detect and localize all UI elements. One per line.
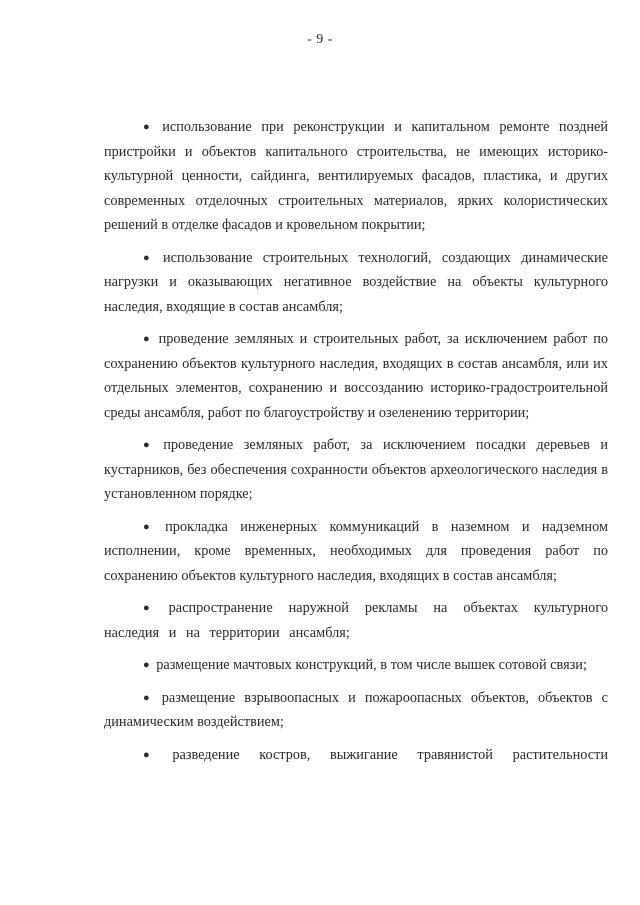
list-item-text: размещение взрывоопасных и пожароопасных объектов, объектов с динамическим воздействием; [104,689,609,730]
bullet-icon: ● [143,691,150,704]
list-item-text: проведение земляных работ, за исключением посадки деревьев и кустарников, без обеспечения сохранности объектов археологического наследия в установленном порядке; [104,437,608,502]
list-item-text: использование строительных технологий, создающих динамические нагрузки и оказывающих негативное воздействие на объекты культурного наследия, входящие в состав ансамбля; [104,249,608,315]
list-item-text: размещение мачтовых конструкций, в том числе вышек сотовой связи; [156,657,587,673]
bullet-icon: ● [143,520,150,533]
list-item-text: проведение земляных и строительных работ, за исключением работ по сохранению объектов культурного наследия, входящих в состав ансамбля, или их отдельных элементов, сохранению и воссозданию историко-градостроительной среды ансамбля, работ по благоустройству и озеленению территории; [104,331,608,421]
list-item [104,686,608,735]
list-item [104,653,608,678]
list-item [104,433,608,507]
list-item [104,327,608,425]
bullet-icon: ● [143,333,150,345]
bullet-icon: ● [143,251,150,264]
list-item [104,246,608,320]
list-item-text: распространение наружной рекламы на объектах культурного наследия и на территории ансамбля; [104,600,608,641]
page-number: - 9 - [307,32,333,47]
list-item-text: разведение костров, выжигание травянистой растительности [172,746,609,763]
bullet-icon: ● [143,602,150,614]
list-item [104,743,608,768]
list-item-text: использование при реконструкции и капитальном ремонте поздней пристройки и объектов капитального строительства, не имеющих историко-культурной ценности, сайдинга, вентилируемых фасадов, пластика, и других современных отделочных строительных материалов, ярких колористических решений в отделке фасадов и кровельном покрытии; [104,119,608,233]
document-body [104,115,608,775]
list-item-text: прокладка инженерных коммуникаций в наземном и надземном исполнении, кроме временных, необходимых для проведения работ по сохранению объектов культурного наследия, входящих в состав ансамбля; [104,518,608,584]
list-item [104,596,608,645]
bullet-icon: ● [143,439,150,451]
bullet-icon: ● [143,659,150,671]
list-item [104,115,608,238]
bullet-icon: ● [143,748,150,761]
list-item [104,515,608,589]
bullet-icon: ● [143,121,150,133]
